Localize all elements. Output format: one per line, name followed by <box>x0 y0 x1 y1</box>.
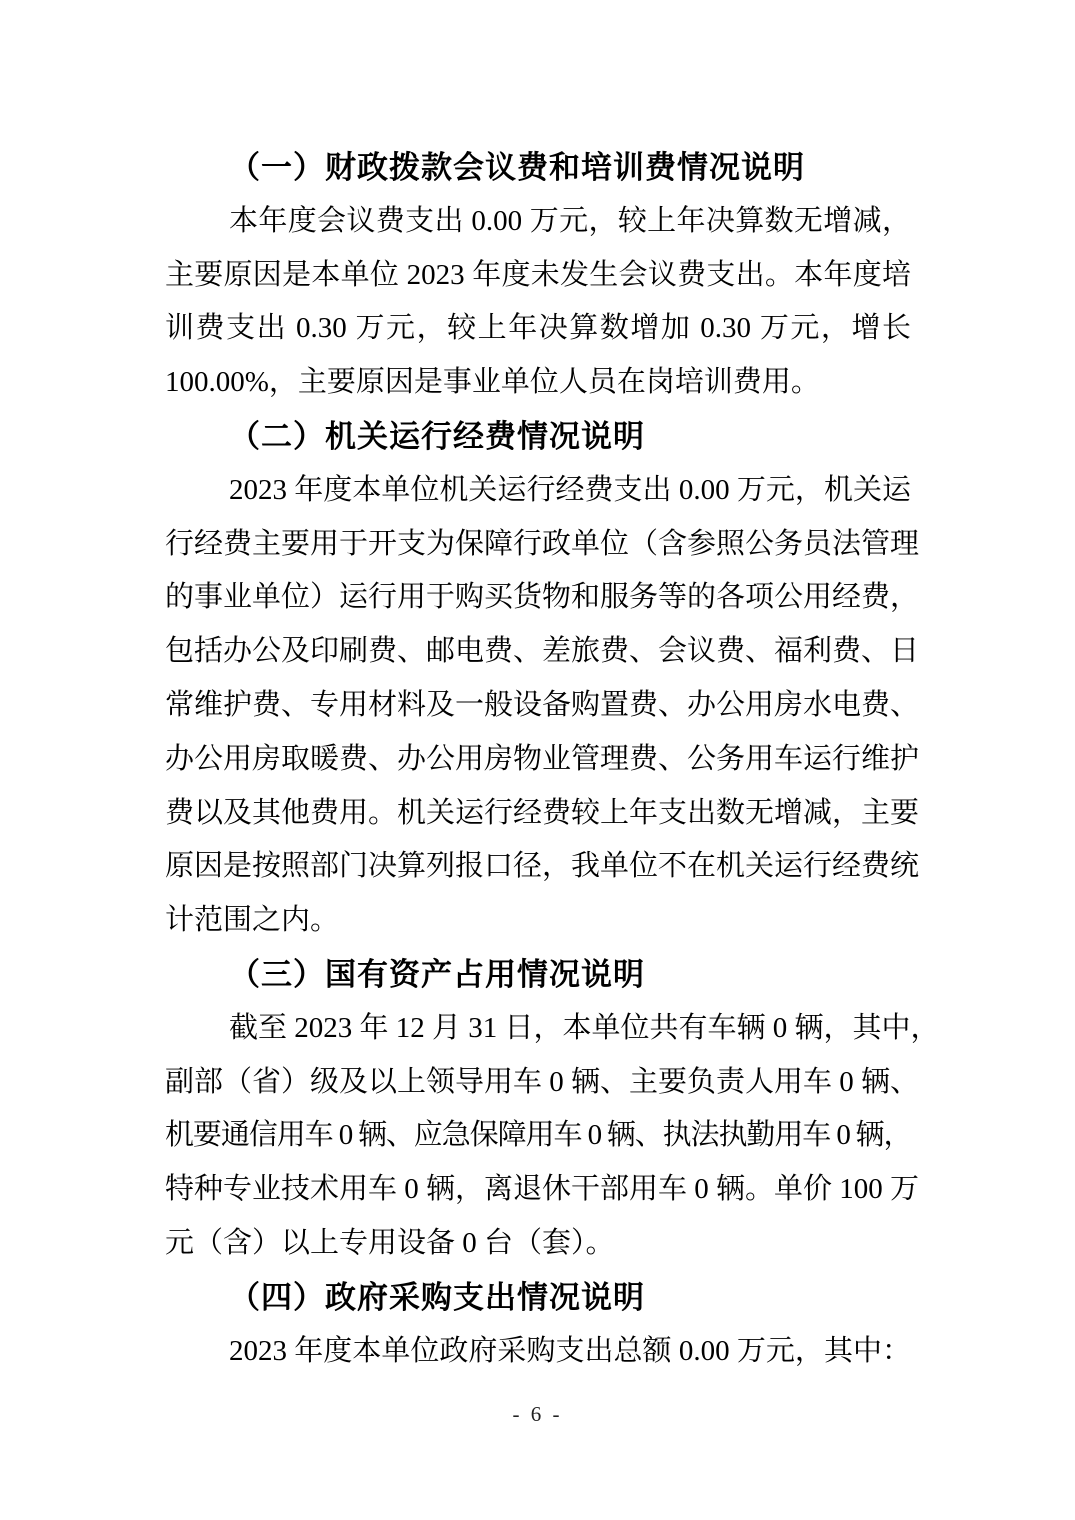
text-line: 训费支出 0.30 万元，较上年决算数增加 0.30 万元，增长 <box>165 312 911 345</box>
text-line: 主要原因是本单位 2023 年度未发生会议费支出。本年度培 <box>165 258 911 291</box>
text-line: 100.00%，主要原因是事业单位人员在岗培训费用。 <box>165 366 820 399</box>
section-3-heading: （三）国有资产占用情况说明 <box>229 956 645 992</box>
text-line: 截至 2023 年 12 月 31 日，本单位共有车辆 0 辆，其中， <box>229 1011 940 1044</box>
text-line: 本年度会议费支出 0.00 万元，较上年决算数无增减， <box>229 204 911 237</box>
text-line: 原因是按照部门决算列报口径，我单位不在机关运行经费统 <box>165 850 920 883</box>
text-line: 常维护费、专用材料及一般设备购置费、办公用房水电费、 <box>165 688 920 721</box>
section-2-heading: （二）机关运行经费情况说明 <box>229 418 645 454</box>
text-line: 费以及其他费用。机关运行经费较上年支出数无增减，主要 <box>165 796 920 829</box>
document-body <box>165 141 940 1378</box>
page-number: - 6 - <box>512 1402 563 1426</box>
section-1-heading: （一）财政拨款会议费和培训费情况说明 <box>229 150 805 185</box>
text-line: 计范围之内。 <box>165 904 340 937</box>
text-line: 2023 年度本单位机关运行经费支出 0.00 万元，机关运 <box>229 473 911 506</box>
text-line: 2023 年度本单位政府采购支出总额 0.00 万元，其中： <box>229 1334 911 1367</box>
text-line: 办公用房取暖费、办公用房物业管理费、公务用车运行维护 <box>165 742 920 775</box>
text-line: 行经费主要用于开支为保障行政单位（含参照公务员法管理 <box>165 527 920 560</box>
text-line: 特种专业技术用车 0 辆，离退休干部用车 0 辆。单价 100 万 <box>165 1173 920 1206</box>
text-line: 包括办公及印刷费、邮电费、差旅费、会议费、福利费、日 <box>165 635 920 668</box>
text-line: 元（含）以上专用设备 0 台（套）。 <box>165 1226 615 1259</box>
section-4-heading: （四）政府采购支出情况说明 <box>229 1279 645 1315</box>
text-line: 的事业单位）运行用于购买货物和服务等的各项公用经费， <box>165 581 920 614</box>
text-line: 机要通信用车 0 辆、应急保障用车 0 辆、执法执勤用车 0 辆， <box>165 1119 911 1152</box>
text-line: 副部（省）级及以上领导用车 0 辆、主要负责人用车 0 辆、 <box>165 1065 920 1098</box>
